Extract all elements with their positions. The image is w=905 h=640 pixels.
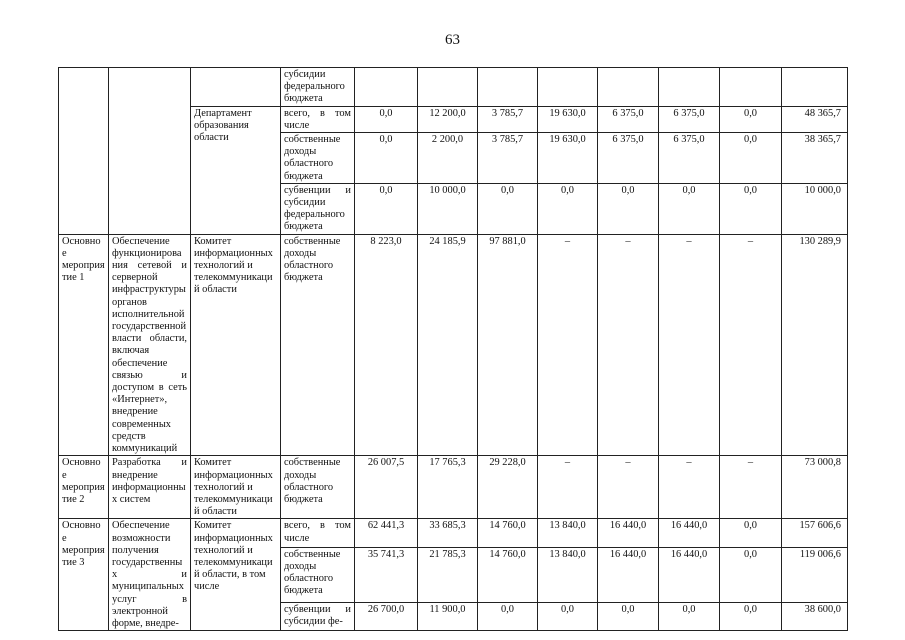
activity-cell: Основное мероприятие 2 [59,456,109,519]
value-cell: 0,0 [720,519,782,547]
executor-cell: Комитет информационных технологий и телекоммуникаций области, в том числе [191,519,281,631]
funding-source-cell: собственные доходы областного бюджета [281,234,355,456]
value-cell: – [538,456,598,519]
value-cell: 21 785,3 [418,547,478,602]
total-cell: 38 365,7 [782,133,848,184]
table-row [59,456,848,519]
value-cell: 16 440,0 [659,547,720,602]
value-cell: 62 441,3 [355,519,418,547]
funding-source-cell: субвенции и субсидии фе- [281,602,355,631]
value-cell: 14 760,0 [478,519,538,547]
total-cell: 130 289,9 [782,234,848,456]
value-cell: – [720,456,782,519]
value-cell [355,68,418,107]
description-cell [109,68,191,235]
value-cell: 6 375,0 [598,133,659,184]
total-cell: 48 365,7 [782,106,848,132]
value-cell [598,68,659,107]
value-cell: 0,0 [598,183,659,234]
value-cell: 0,0 [478,183,538,234]
value-cell [659,68,720,107]
executor-cell: Комитет информационных технологий и телекоммуникаций области [191,234,281,456]
value-cell: – [659,456,720,519]
table-row [59,68,848,107]
value-cell: – [720,234,782,456]
value-cell: 14 760,0 [478,547,538,602]
value-cell: 29 228,0 [478,456,538,519]
value-cell: 0,0 [478,602,538,631]
value-cell [478,68,538,107]
value-cell: 19 630,0 [538,106,598,132]
description-cell: Обеспечение возможности получения государственных и муниципальных услуг в электронной форме, внедре- [109,519,191,631]
value-cell: 0,0 [659,183,720,234]
value-cell [538,68,598,107]
funding-source-cell: всего, в том числе [281,519,355,547]
value-cell: 24 185,9 [418,234,478,456]
total-cell: 157 606,6 [782,519,848,547]
value-cell: 26 700,0 [355,602,418,631]
executor-cell: Комитет информационных технологий и телекоммуникаций области [191,456,281,519]
value-cell: 26 007,5 [355,456,418,519]
value-cell: 0,0 [720,602,782,631]
table-row [59,519,848,547]
value-cell: 16 440,0 [598,519,659,547]
value-cell: 6 375,0 [598,106,659,132]
value-cell: 16 440,0 [598,547,659,602]
value-cell: 6 375,0 [659,133,720,184]
value-cell: 13 840,0 [538,547,598,602]
table-row [59,234,848,456]
activity-cell [59,68,109,235]
value-cell: 6 375,0 [659,106,720,132]
value-cell: 0,0 [538,602,598,631]
value-cell: 0,0 [720,183,782,234]
value-cell: – [598,456,659,519]
funding-source-cell: собственные доходы областного бюджета [281,547,355,602]
value-cell: – [598,234,659,456]
value-cell: – [659,234,720,456]
value-cell: 33 685,3 [418,519,478,547]
description-cell: Обеспечение функционирования сетевой и серверной инфраструктуры органов исполнительной государственной власти области, включая обеспечение связью и доступом в сеть «Интернет», внедрение современных средств коммуникаций [109,234,191,456]
total-cell: 119 006,6 [782,547,848,602]
activity-cell: Основное мероприятие 3 [59,519,109,631]
value-cell: 0,0 [355,183,418,234]
funding-source-cell: собственные доходы областного бюджета [281,133,355,184]
executor-cell: Департамент образования области [191,106,281,234]
total-cell: 10 000,0 [782,183,848,234]
funding-source-cell: собственные доходы областного бюджета [281,456,355,519]
funding-source-cell: субвенции и субсидии федерального бюджета [281,183,355,234]
total-cell: 38 600,0 [782,602,848,631]
value-cell: 3 785,7 [478,106,538,132]
description-cell: Разработка и внедрение информационных систем [109,456,191,519]
value-cell: 13 840,0 [538,519,598,547]
value-cell: – [538,234,598,456]
value-cell [720,68,782,107]
value-cell: 0,0 [355,133,418,184]
total-cell: 73 000,8 [782,456,848,519]
value-cell: 19 630,0 [538,133,598,184]
value-cell: 8 223,0 [355,234,418,456]
page-number: 63 [445,32,460,48]
value-cell: 35 741,3 [355,547,418,602]
executor-cell [191,68,281,107]
value-cell: 0,0 [355,106,418,132]
value-cell: 3 785,7 [478,133,538,184]
value-cell: 0,0 [720,106,782,132]
value-cell: 10 000,0 [418,183,478,234]
value-cell: 17 765,3 [418,456,478,519]
activity-cell: Основное мероприятие 1 [59,234,109,456]
value-cell: 11 900,0 [418,602,478,631]
value-cell: 0,0 [598,602,659,631]
funding-source-cell: всего, в том числе [281,106,355,132]
value-cell: 16 440,0 [659,519,720,547]
value-cell [418,68,478,107]
value-cell: 0,0 [720,133,782,184]
value-cell: 0,0 [659,602,720,631]
total-cell [782,68,848,107]
value-cell: 97 881,0 [478,234,538,456]
value-cell: 12 200,0 [418,106,478,132]
budget-table [58,67,848,631]
value-cell: 2 200,0 [418,133,478,184]
funding-source-cell: субсидии федерального бюджета [281,68,355,107]
value-cell: 0,0 [538,183,598,234]
value-cell: 0,0 [720,547,782,602]
